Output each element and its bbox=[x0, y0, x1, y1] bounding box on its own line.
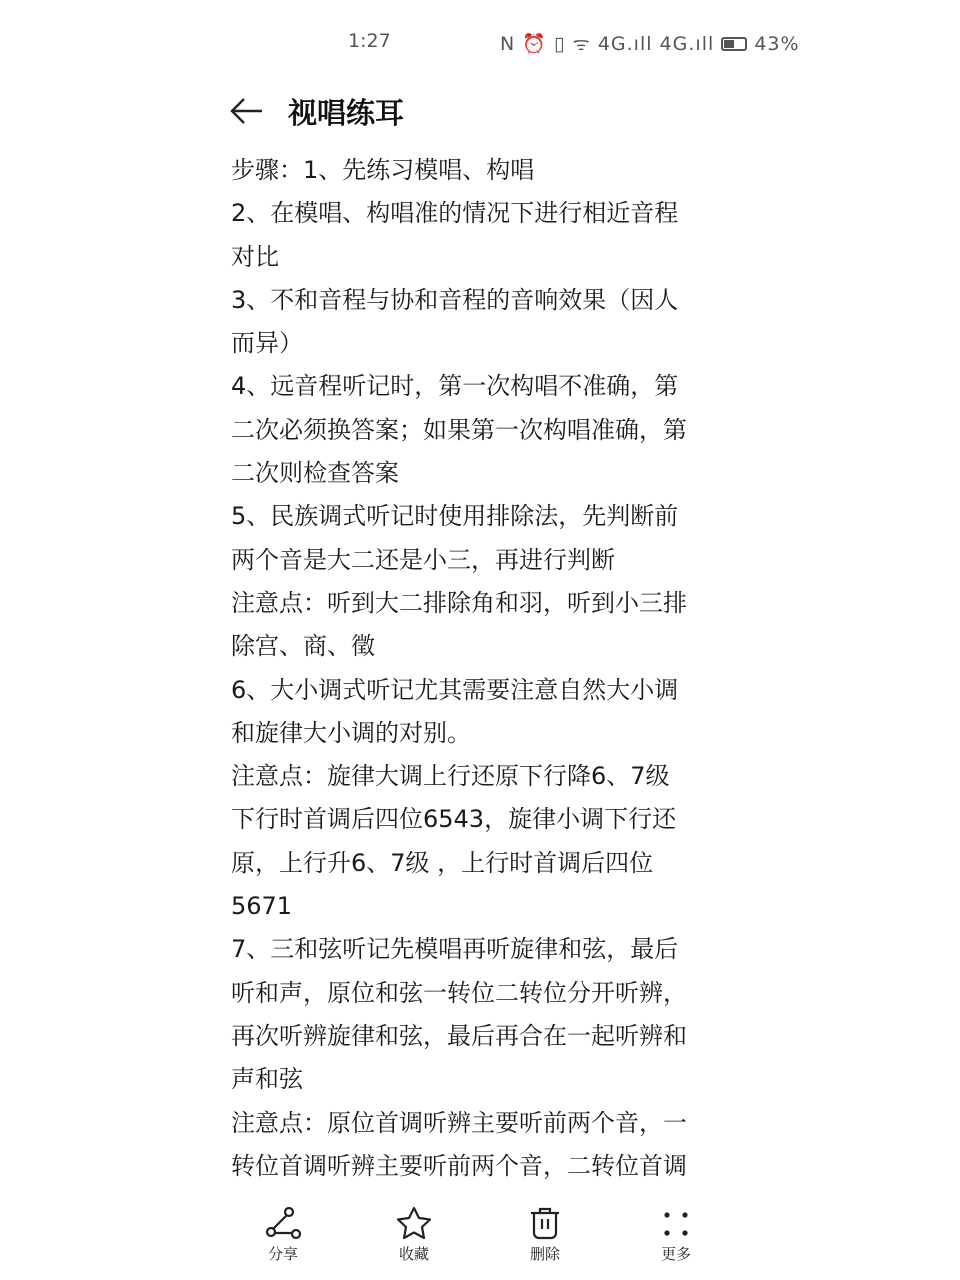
delete-button[interactable] bbox=[505, 1205, 585, 1264]
star-icon bbox=[394, 1205, 434, 1241]
text-line: 转位首调听辨主要听前两个音，二转位首调 bbox=[231, 1151, 687, 1180]
text-line: 3、不和音程与协和音程的音响效果（因人 bbox=[231, 285, 679, 314]
text-line: 听和声，原位和弦一转位二转位分开听辨， bbox=[231, 978, 687, 1007]
note-content[interactable] bbox=[231, 149, 731, 1199]
back-arrow-icon bbox=[228, 96, 264, 126]
text-line: 原，上行升6、7级 ，上行时首调后四位 bbox=[231, 848, 654, 877]
delete-label: 删除 bbox=[529, 1245, 560, 1263]
text-line: 二次必须换答案；如果第一次构唱准确，第 bbox=[231, 415, 687, 444]
status-bar bbox=[0, 28, 960, 58]
back-button[interactable] bbox=[228, 91, 268, 131]
text-line: 注意点：旋律大调上行还原下行降6、7级 bbox=[231, 762, 670, 791]
text-line: 6、大小调式听记尤其需要注意自然大小调 bbox=[231, 675, 679, 704]
more-label: 更多 bbox=[660, 1245, 691, 1263]
text-line: 除宫、商、徵 bbox=[231, 632, 375, 661]
more-button[interactable] bbox=[636, 1205, 716, 1264]
battery-level: 43% bbox=[754, 33, 800, 55]
text-line: 而异） bbox=[231, 329, 303, 358]
share-button[interactable] bbox=[243, 1205, 323, 1264]
status-time: 1:27 bbox=[348, 30, 391, 52]
text-line: 注意点：听到大二排除角和羽，听到小三排 bbox=[231, 588, 687, 617]
share-icon bbox=[263, 1205, 303, 1241]
text-line: 4、远音程听记时，第一次构唱不准确，第 bbox=[231, 372, 679, 401]
status-icon-group: N ⏰ ▯ ᯤ 4G.ıll 4G.ıll bbox=[500, 33, 715, 55]
text-line: 5、民族调式听记时使用排除法，先判断前 bbox=[231, 502, 679, 531]
battery-icon bbox=[721, 37, 747, 51]
text-line: 再次听辨旋律和弦，最后再合在一起听辨和 bbox=[231, 1021, 687, 1050]
text-line: 5671 bbox=[231, 892, 293, 921]
text-line: 二次则检查答案 bbox=[231, 459, 399, 488]
favorite-button[interactable] bbox=[374, 1205, 454, 1264]
text-line: 注意点：原位首调听辨主要听前两个音，一 bbox=[231, 1108, 687, 1137]
text-line: 两个音是大二还是小三，再进行判断 bbox=[231, 545, 615, 574]
text-line: 对比 bbox=[231, 242, 279, 271]
text-line: 2、在模唱、构唱准的情况下进行相近音程 bbox=[231, 199, 679, 228]
header bbox=[228, 88, 404, 134]
trash-icon bbox=[525, 1205, 565, 1241]
status-icons bbox=[500, 30, 800, 56]
text-line: 步骤：1、先练习模唱、构唱 bbox=[231, 156, 535, 184]
text-line: 下行时首调后四位6543，旋律小调下行还 bbox=[231, 805, 677, 834]
more-dots-icon bbox=[656, 1205, 696, 1241]
bottom-toolbar bbox=[0, 1195, 960, 1280]
page-title: 视唱练耳 bbox=[288, 95, 405, 130]
text-line: 7、三和弦听记先模唱再听旋律和弦，最后 bbox=[231, 935, 679, 964]
text-line: 声和弦 bbox=[231, 1065, 303, 1094]
text-line: 和旋律大小调的对别。 bbox=[231, 718, 471, 747]
share-label: 分享 bbox=[267, 1245, 298, 1263]
favorite-label: 收藏 bbox=[398, 1245, 429, 1263]
